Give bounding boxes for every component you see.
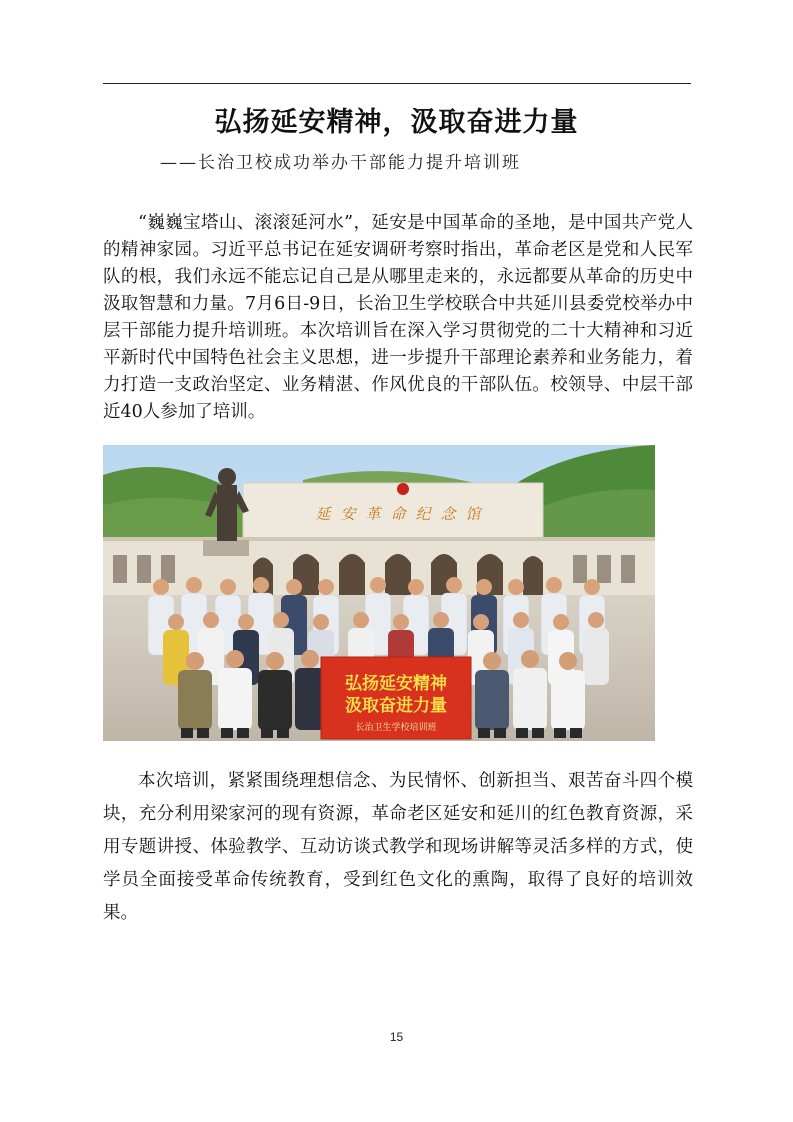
article-subtitle: ——长治卫校成功举办干部能力提升培训班: [160, 153, 521, 173]
paragraph-training: 本次培训，紧紧围绕理想信念、为民情怀、创新担当、艰苦奋斗四个模块，充分利用梁家河的现有资源，革命老区延安和延川的红色教育资源，采用专题讲授、体验教学、互动访谈式教学和现场讲解等灵活多样的方式，使学员全面接受革命传统教育，受到红色文化的熏陶，取得了良好的培训效果。: [103, 771, 693, 923]
group-photo: [103, 445, 655, 741]
banner-footer: 长治卫生学校培训班: [355, 723, 437, 733]
article-title: 弘扬延安精神，汲取奋进力量: [214, 107, 579, 138]
red-banner: [321, 657, 471, 739]
paragraph-intro: “巍巍宝塔山、滚滚延河水”，延安是中国革命的圣地，是中国共产党人的精神家园。习近平总书记在延安调研考察时指出，革命老区是党和人民军队的根，我们永远不能忘记自己是从哪里走来的，永远都要从革命的历史中汲取智慧和力量。7月6日-9日，长治卫生学校联合中共延川县委党校举办中层干部能力提升培训班。本次培训旨在深入学习贯彻党的二十大精神和习近平新时代中国特色社会主义思想，进一步提升干部理论素养和业务能力，着力打造一支政治坚定、业务精湛、作风优良的干部队伍。校领导、中层干部近40人参加了培训。: [103, 213, 693, 422]
page-number: 15: [389, 1030, 404, 1044]
banner-line-2: 汲取奋进力量: [345, 696, 447, 716]
top-rule: [103, 83, 691, 84]
party-emblem: [397, 483, 409, 495]
banner-line-1: 弘扬延安精神: [345, 674, 447, 694]
building-sign: 延安革命纪念馆: [315, 505, 491, 523]
group-photo-illustration: [103, 445, 655, 741]
